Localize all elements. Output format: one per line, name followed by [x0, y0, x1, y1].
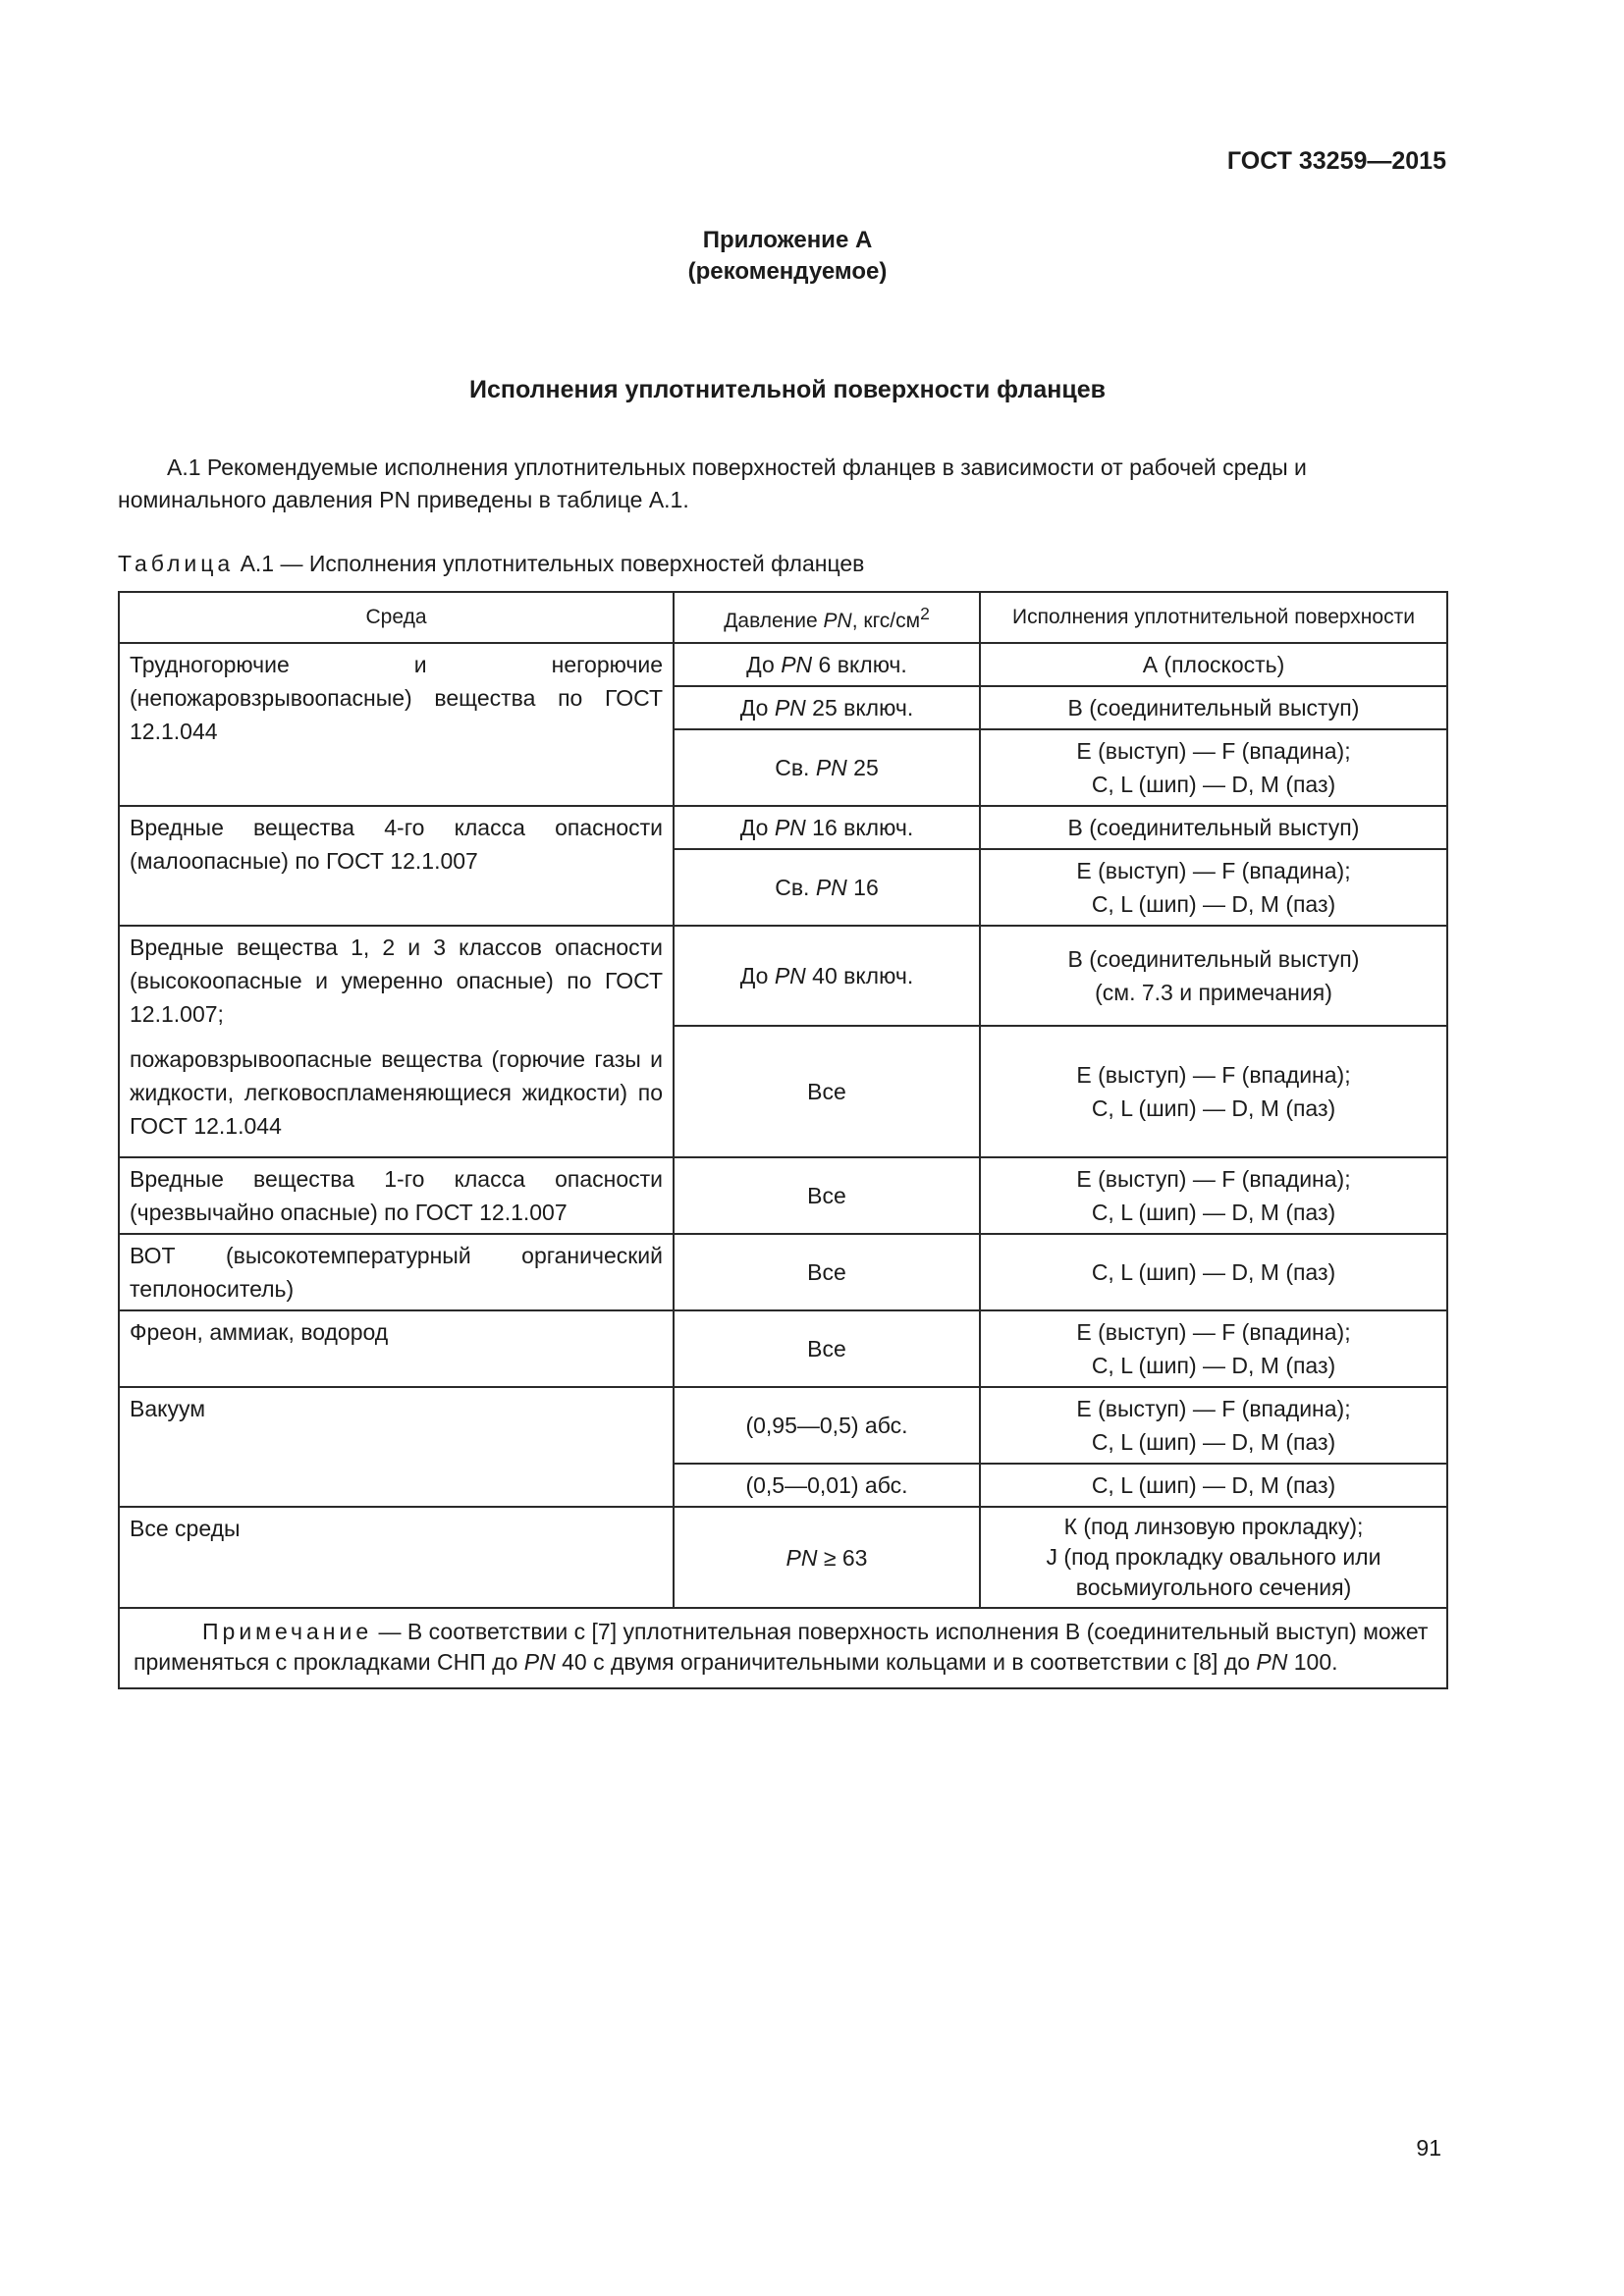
note-text: 100.	[1287, 1649, 1338, 1675]
pn-symbol: PN	[774, 695, 806, 721]
pressure-text: Св.	[775, 875, 816, 900]
section-title: Исполнения уплотнительной поверхности фланцев	[469, 376, 1106, 403]
pn-symbol: PN	[785, 1544, 818, 1571]
table-row	[119, 926, 1447, 1026]
execution-cell: В (соединительный выступ)	[980, 806, 1447, 849]
note-text: 40 с двумя ограничительными кольцами и в соответствии с [8] до	[555, 1649, 1257, 1675]
pressure-cell: (0,95—0,5) абс.	[674, 1387, 980, 1464]
pressure-text: 25 включ.	[805, 695, 914, 721]
execution-line: Е (выступ) — F (впадина);	[1076, 1062, 1351, 1088]
execution-line: С, L (шип) — D, М (паз)	[1091, 1353, 1336, 1378]
table-note-row	[119, 1608, 1447, 1688]
medium-cell: Фреон, аммиак, водород	[119, 1310, 674, 1387]
execution-cell	[980, 1507, 1447, 1608]
execution-cell	[980, 849, 1447, 926]
table-row	[119, 643, 1447, 686]
execution-line: С, L (шип) — D, М (паз)	[1091, 1200, 1336, 1225]
pressure-cell: Все	[674, 1026, 980, 1157]
pn-symbol: PN	[815, 755, 847, 780]
medium-cell: Вакуум	[119, 1387, 674, 1507]
pressure-text: До	[746, 652, 782, 677]
pressure-cell: (0,5—0,01) абс.	[674, 1464, 980, 1507]
execution-line: Е (выступ) — F (впадина);	[1076, 1396, 1351, 1421]
pressure-text: 25	[846, 755, 879, 780]
table-caption-label: Таблица	[118, 551, 235, 576]
execution-cell	[980, 729, 1447, 806]
medium-text: Вредные вещества 1, 2 и 3 классов опасности (высокоопасные и умеренно опасные) по ГОСТ 12.1.007;	[130, 934, 663, 1027]
table-note	[119, 1608, 1447, 1688]
pressure-cell: Все	[674, 1310, 980, 1387]
medium-cell: Трудногорючие и негорючие (непожаровзрывоопасные) вещества по ГОСТ 12.1.044	[119, 643, 674, 806]
pn-symbol: PN	[774, 963, 806, 988]
execution-line: Е (выступ) — F (впадина);	[1076, 858, 1351, 883]
execution-cell	[980, 1387, 1447, 1464]
table-row	[119, 1157, 1447, 1234]
pressure-cell	[674, 849, 980, 926]
execution-cell: В (соединительный выступ)	[980, 686, 1447, 729]
pressure-cell	[674, 686, 980, 729]
table-row	[119, 806, 1447, 849]
execution-line: С, L (шип) — D, М (паз)	[1091, 1429, 1336, 1455]
execution-cell: А (плоскость)	[980, 643, 1447, 686]
execution-cell	[980, 1157, 1447, 1234]
execution-line: С, L (шип) — D, М (паз)	[1091, 772, 1336, 797]
execution-line: К (под линзовую прокладку);	[1063, 1514, 1364, 1539]
pn-symbol: PN	[815, 875, 847, 900]
appendix-heading	[0, 225, 1575, 288]
medium-cell: Все среды	[119, 1507, 674, 1608]
header-execution: Исполнения уплотнительной поверхности	[980, 592, 1447, 643]
note-text: — В соответствии с [7] уплотнительная поверхность исполнения В (соединительный выступ) может применяться с прокладками СНП до	[134, 1619, 1429, 1675]
execution-cell: С, L (шип) — D, М (паз)	[980, 1234, 1447, 1310]
medium-cell: Вредные вещества 1-го класса опасности (чрезвычайно опасные) по ГОСТ 12.1.007	[119, 1157, 674, 1234]
pressure-text: 16 включ.	[805, 815, 914, 840]
pressure-text: Св.	[775, 755, 816, 780]
header-pressure	[674, 592, 980, 643]
medium-cell: Вредные вещества 4-го класса опасности (малоопасные) по ГОСТ 12.1.007	[119, 806, 674, 926]
header-pressure-unit: , кгс/см	[851, 610, 921, 632]
header-pressure-sup: 2	[920, 604, 930, 623]
pressure-text: 40 включ.	[805, 963, 914, 988]
note-label: Примечание	[202, 1619, 373, 1644]
table-caption-text: А.1 — Исполнения уплотнительных поверхностей фланцев	[240, 551, 865, 576]
medium-text: пожаровзрывоопасные вещества (горючие газы и жидкости, легковоспламеняющиеся жидкости) по ГОСТ 12.1.044	[130, 1046, 663, 1139]
pressure-cell	[674, 926, 980, 1026]
table-header-row	[119, 592, 1447, 643]
pn-symbol: PN	[523, 1649, 556, 1675]
appendix-status: (рекомендуемое)	[687, 258, 888, 285]
table-row	[119, 1507, 1447, 1608]
execution-line: J (под прокладку овального или восьмиугольного сечения)	[1046, 1544, 1381, 1600]
pressure-text: 6 включ.	[812, 652, 907, 677]
pressure-text: До	[739, 695, 775, 721]
pressure-cell	[674, 643, 980, 686]
header-pressure-pn: PN	[823, 610, 852, 632]
pressure-cell: Все	[674, 1234, 980, 1310]
execution-line: В (соединительный выступ)	[1067, 946, 1360, 972]
execution-cell: С, L (шип) — D, М (паз)	[980, 1464, 1447, 1507]
execution-line: С, L (шип) — D, М (паз)	[1091, 891, 1336, 917]
header-medium: Среда	[119, 592, 674, 643]
table-row	[119, 1234, 1447, 1310]
execution-line: Е (выступ) — F (впадина);	[1076, 1319, 1351, 1345]
execution-cell	[980, 1310, 1447, 1387]
flange-surface-table	[118, 591, 1448, 1689]
table-caption	[118, 551, 864, 577]
pressure-cell	[674, 806, 980, 849]
pressure-cell	[674, 1507, 980, 1608]
pressure-text: До	[739, 963, 775, 988]
standard-number: ГОСТ 33259—2015	[1226, 147, 1446, 175]
pn-symbol: PN	[781, 652, 813, 677]
appendix-title: Приложение А	[702, 227, 873, 253]
pn-symbol: PN	[1256, 1649, 1288, 1675]
pressure-cell: Все	[674, 1157, 980, 1234]
pressure-text: 16	[846, 875, 879, 900]
header-pressure-prefix: Давление	[724, 610, 824, 632]
pressure-cell	[674, 729, 980, 806]
medium-cell	[119, 926, 674, 1157]
table-row	[119, 1310, 1447, 1387]
medium-cell: ВОТ (высокотемпературный органический теплоноситель)	[119, 1234, 674, 1310]
execution-line: Е (выступ) — F (впадина);	[1076, 738, 1351, 764]
execution-cell	[980, 926, 1447, 1026]
execution-line: С, L (шип) — D, М (паз)	[1091, 1095, 1336, 1121]
pn-symbol: PN	[774, 815, 806, 840]
pressure-text: До	[739, 815, 775, 840]
table-row	[119, 1387, 1447, 1464]
execution-line: Е (выступ) — F (впадина);	[1076, 1166, 1351, 1192]
execution-line: (см. 7.3 и примечания)	[1095, 980, 1332, 1005]
execution-cell	[980, 1026, 1447, 1157]
page-number: 91	[1416, 2135, 1441, 2161]
pressure-text: ≥ 63	[817, 1544, 868, 1571]
intro-paragraph: А.1 Рекомендуемые исполнения уплотнительных поверхностей фланцев в зависимости от рабочей среды и номинального давления PN приведены в таблице А.1.	[118, 454, 1307, 512]
